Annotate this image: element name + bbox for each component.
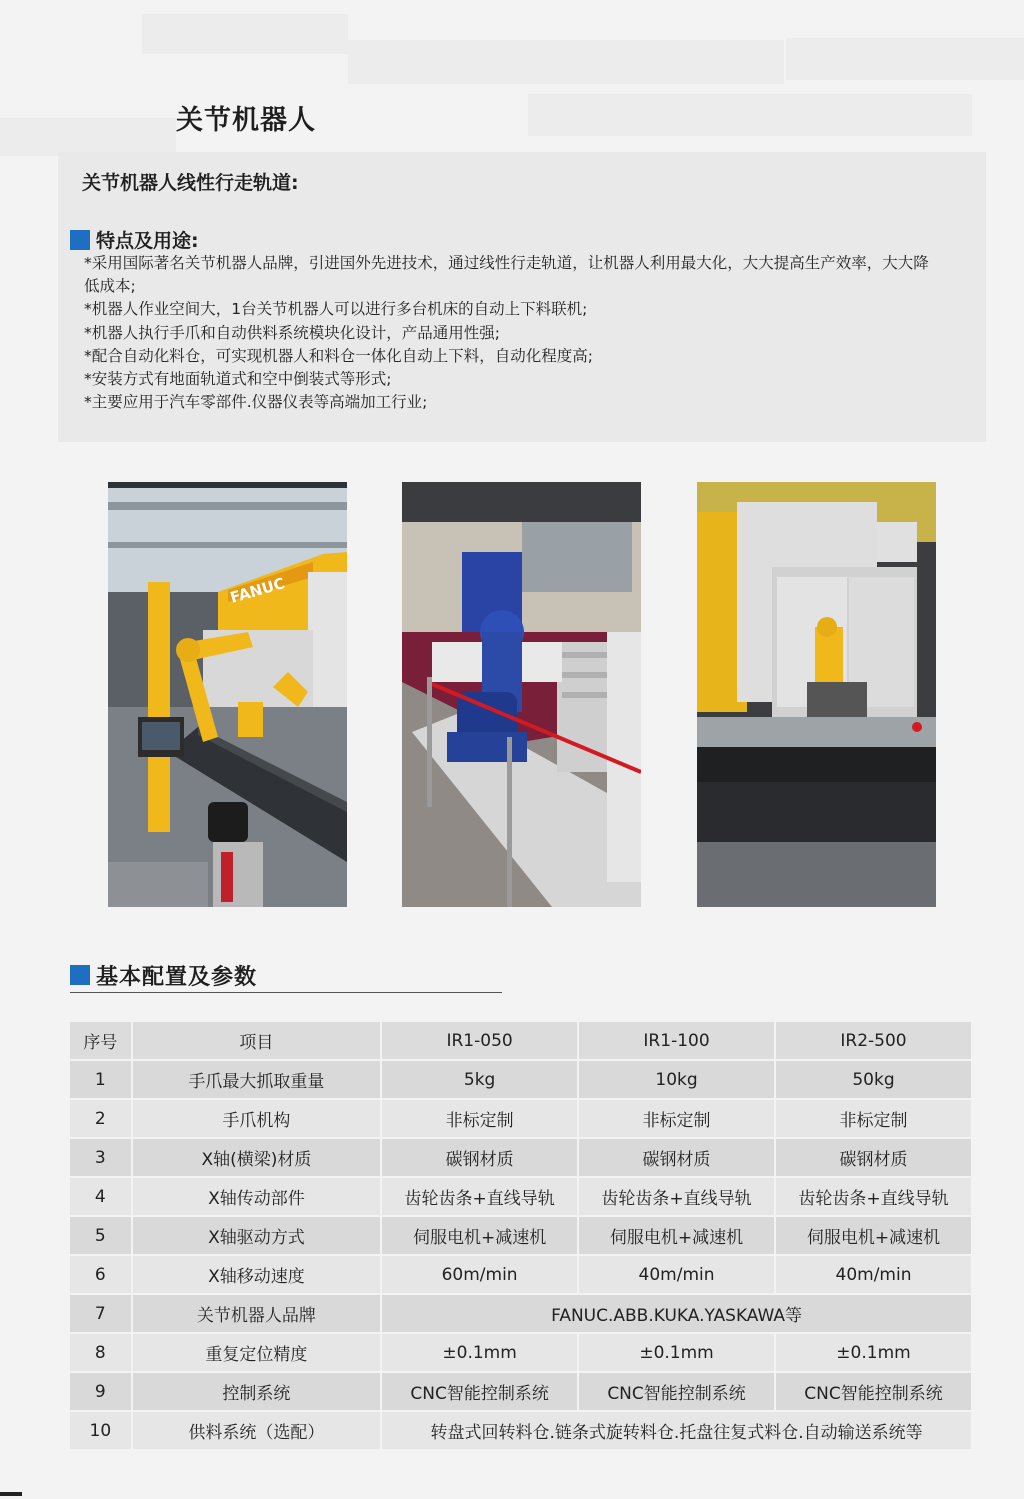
- table-cell: CNC智能控制系统: [776, 1373, 973, 1410]
- table-cell: 5: [70, 1217, 133, 1254]
- table-cell: 伺服电机+减速机: [382, 1217, 579, 1254]
- specs-heading-label: 基本配置及参数: [96, 964, 258, 990]
- table-cell: 5kg: [382, 1061, 579, 1098]
- table-cell: 非标定制: [579, 1100, 776, 1137]
- table-cell: 关节机器人品牌: [133, 1295, 382, 1332]
- table-cell: ±0.1mm: [382, 1334, 579, 1371]
- table-cell: 手爪机构: [133, 1100, 382, 1137]
- table-row: [70, 1061, 973, 1098]
- table-cell: 8: [70, 1334, 133, 1371]
- table-cell: 40m/min: [579, 1256, 776, 1293]
- feature-item: *安装方式有地面轨道式和空中倒装式等形式;: [84, 370, 392, 389]
- background-block: [142, 14, 348, 54]
- table-cell: 齿轮齿条+直线导轨: [776, 1178, 973, 1215]
- specs-heading: [70, 958, 502, 993]
- table-cell: 40m/min: [776, 1256, 973, 1293]
- table-cell: 3: [70, 1139, 133, 1176]
- table-cell: 供料系统（选配）: [133, 1412, 382, 1449]
- table-row: [70, 1412, 973, 1449]
- table-cell: 碳钢材质: [776, 1139, 973, 1176]
- table-cell: ±0.1mm: [579, 1334, 776, 1371]
- feature-item: *机器人作业空间大，1台关节机器人可以进行多台机床的自动上下料联机;: [84, 300, 588, 319]
- table-cell-merged: 转盘式回转料仓.链条式旋转料仓.托盘往复式料仓.自动输送系统等: [382, 1412, 973, 1449]
- table-header-row: [70, 1022, 973, 1059]
- background-block: [528, 94, 972, 136]
- background-block: [786, 38, 1024, 80]
- photo-robot-enclosure: [697, 482, 936, 907]
- table-cell: 60m/min: [382, 1256, 579, 1293]
- table-cell: X轴(横梁)材质: [133, 1139, 382, 1176]
- table-row: [70, 1100, 973, 1137]
- column-header: IR2-500: [776, 1022, 973, 1059]
- table-cell-merged: FANUC.ABB.KUKA.YASKAWA等: [382, 1295, 973, 1332]
- background-block: [0, 118, 176, 156]
- photo-yellow-robot-track: [108, 482, 347, 907]
- table-row: [70, 1295, 973, 1332]
- square-bullet-icon: [70, 230, 90, 250]
- section-subtitle: 关节机器人线性行走轨道:: [82, 172, 299, 194]
- table-cell: ±0.1mm: [776, 1334, 973, 1371]
- table-cell: 伺服电机+减速机: [579, 1217, 776, 1254]
- table-cell: 齿轮齿条+直线导轨: [579, 1178, 776, 1215]
- table-cell: 9: [70, 1373, 133, 1410]
- column-header: IR1-100: [579, 1022, 776, 1059]
- table-cell: X轴传动部件: [133, 1178, 382, 1215]
- features-list: [84, 252, 930, 414]
- table-cell: 碳钢材质: [382, 1139, 579, 1176]
- table-cell: 碳钢材质: [579, 1139, 776, 1176]
- spec-table: [70, 1020, 973, 1451]
- column-header: IR1-050: [382, 1022, 579, 1059]
- table-cell: 1: [70, 1061, 133, 1098]
- table-row: [70, 1334, 973, 1371]
- table-cell: CNC智能控制系统: [579, 1373, 776, 1410]
- table-cell: 6: [70, 1256, 133, 1293]
- feature-item: *机器人执行手爪和自动供料系统模块化设计，产品通用性强;: [84, 323, 500, 342]
- table-row: [70, 1256, 973, 1293]
- table-cell: 控制系统: [133, 1373, 382, 1410]
- table-cell: 10kg: [579, 1061, 776, 1098]
- features-heading: [70, 226, 199, 253]
- feature-item: *配合自动化料仓，可实现机器人和料仓一体化自动上下料，自动化程度高;: [84, 346, 593, 365]
- table-cell: 重复定位精度: [133, 1334, 382, 1371]
- page-corner-mark: [0, 1492, 22, 1496]
- column-header: 序号: [70, 1022, 133, 1059]
- square-bullet-icon: [70, 965, 90, 985]
- table-cell: 非标定制: [776, 1100, 973, 1137]
- table-cell: 10: [70, 1412, 133, 1449]
- background-block: [348, 40, 784, 84]
- table-cell: X轴移动速度: [133, 1256, 382, 1293]
- table-row: [70, 1373, 973, 1410]
- table-cell: 7: [70, 1295, 133, 1332]
- fanuc-sign: FANUC: [228, 574, 287, 607]
- table-cell: 2: [70, 1100, 133, 1137]
- table-row: [70, 1139, 973, 1176]
- table-cell: 4: [70, 1178, 133, 1215]
- table-cell: CNC智能控制系统: [382, 1373, 579, 1410]
- features-heading-label: 特点及用途:: [96, 230, 199, 252]
- table-cell: 齿轮齿条+直线导轨: [382, 1178, 579, 1215]
- table-row: [70, 1217, 973, 1254]
- table-cell: 伺服电机+减速机: [776, 1217, 973, 1254]
- feature-item: *采用国际著名关节机器人品牌，引进国外先进技术，通过线性行走轨道，让机器人利用最大化，大大提高生产效率，大大降低成本;: [84, 254, 929, 296]
- photo-blue-robot-exhibition: [402, 482, 641, 907]
- page-title: 关节机器人: [176, 105, 316, 136]
- table-cell: X轴驱动方式: [133, 1217, 382, 1254]
- table-row: [70, 1178, 973, 1215]
- feature-item: *主要应用于汽车零部件.仪器仪表等高端加工行业;: [84, 393, 428, 412]
- table-cell: 手爪最大抓取重量: [133, 1061, 382, 1098]
- table-cell: 50kg: [776, 1061, 973, 1098]
- table-cell: 非标定制: [382, 1100, 579, 1137]
- column-header: 项目: [133, 1022, 382, 1059]
